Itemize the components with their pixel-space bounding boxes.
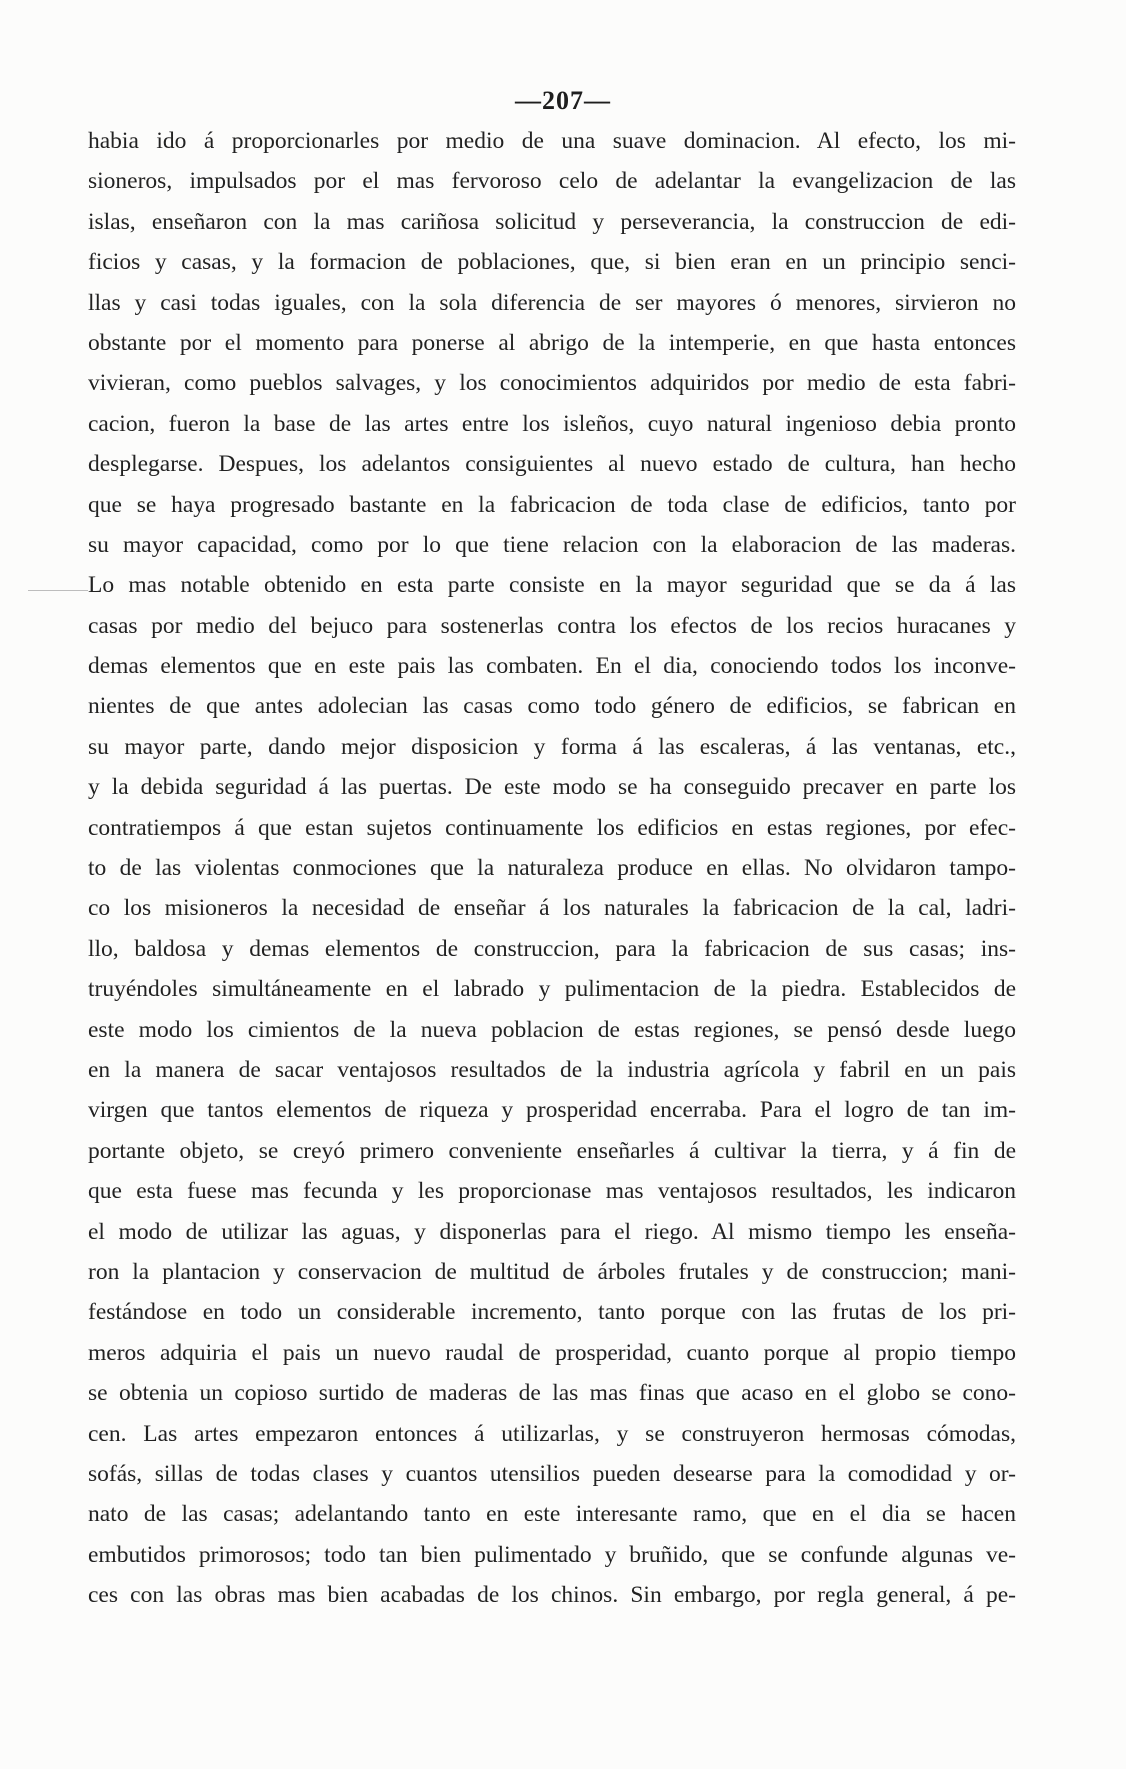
text-line: cen. Las artes empezaron entonces á utilizarlas, y se construyeron hermosas cómodas, bbox=[88, 1420, 1016, 1447]
text-line: meros adquiria el pais un nuevo raudal de prosperidad, cuanto porque al propio tiempo bbox=[88, 1339, 1016, 1366]
page-number: —207— bbox=[515, 86, 611, 115]
text-line: obstante por el momento para ponerse al abrigo de la intemperie, en que hasta entonces bbox=[88, 329, 1016, 356]
text-line: que se haya progresado bastante en la fabricacion de toda clase de edificios, tanto por bbox=[88, 491, 1016, 518]
scan-mark bbox=[28, 590, 88, 591]
body-text bbox=[88, 121, 1016, 1615]
text-line: cacion, fueron la base de las artes entre los isleños, cuyo natural ingenioso debia pronto bbox=[88, 410, 1016, 437]
text-line: nato de las casas; adelantando tanto en este interesante ramo, que en el dia se hacen bbox=[88, 1501, 1016, 1528]
text-line: su mayor parte, dando mejor disposicion y forma á las escaleras, á las ventanas, etc., bbox=[88, 733, 1016, 760]
text-line: este modo los cimientos de la nueva poblacion de estas regiones, se pensó desde luego bbox=[88, 1016, 1016, 1043]
text-line: que esta fuese mas fecunda y les proporcionase mas ventajosos resultados, les indicaron bbox=[88, 1178, 1016, 1205]
text-line: truyéndoles simultáneamente en el labrado y pulimentacion de la piedra. Establecidos de bbox=[88, 976, 1016, 1003]
text-line: demas elementos que en este pais las combaten. En el dia, conociendo todos los inconve- bbox=[88, 653, 1016, 680]
text-line: portante objeto, se creyó primero conveniente enseñarles á cultivar la tierra, y á fin de bbox=[88, 1137, 1016, 1164]
text-line: casas por medio del bejuco para sostenerlas contra los efectos de los recios huracanes y bbox=[88, 612, 1016, 639]
text-line: sioneros, impulsados por el mas fervoroso celo de adelantar la evangelizacion de las bbox=[88, 168, 1016, 195]
text-line: ficios y casas, y la formacion de poblaciones, que, si bien eran en un principio senci- bbox=[88, 249, 1016, 276]
text-line: ces con las obras mas bien acabadas de los chinos. Sin embargo, por regla general, á pe- bbox=[88, 1582, 1016, 1609]
text-line: el modo de utilizar las aguas, y disponerlas para el riego. Al mismo tiempo les enseña- bbox=[88, 1218, 1016, 1245]
text-line: en la manera de sacar ventajosos resultados de la industria agrícola y fabril en un pais bbox=[88, 1056, 1016, 1083]
text-line: virgen que tantos elementos de riqueza y prosperidad encerraba. Para el logro de tan im- bbox=[88, 1097, 1016, 1124]
text-line: y la debida seguridad á las puertas. De este modo se ha conseguido precaver en parte los bbox=[88, 774, 1016, 801]
text-line: desplegarse. Despues, los adelantos consiguientes al nuevo estado de cultura, han hecho bbox=[88, 451, 1016, 478]
text-line: sofás, sillas de todas clases y cuantos utensilios pueden desearse para la comodidad y or- bbox=[88, 1460, 1016, 1487]
text-line: llo, baldosa y demas elementos de construccion, para la fabricacion de sus casas; ins- bbox=[88, 935, 1016, 962]
text-line: festándose en todo un considerable incremento, tanto porque con las frutas de los pri- bbox=[88, 1299, 1016, 1326]
text-line: nientes de que antes adolecian las casas como todo género de edificios, se fabrican en bbox=[88, 693, 1016, 720]
text-line: contratiempos á que estan sujetos continuamente los edificios en estas regiones, por efec- bbox=[88, 814, 1016, 841]
text-line: ron la plantacion y conservacion de multitud de árboles frutales y de construccion; mani- bbox=[88, 1258, 1016, 1285]
text-line: Lo mas notable obtenido en esta parte consiste en la mayor seguridad que se da á las bbox=[88, 572, 1016, 599]
text-line: embutidos primorosos; todo tan bien pulimentado y bruñido, que se confunde algunas ve- bbox=[88, 1541, 1016, 1568]
text-line: vivieran, como pueblos salvages, y los conocimientos adquiridos por medio de esta fabri- bbox=[88, 370, 1016, 397]
text-line: habia ido á proporcionarles por medio de una suave dominacion. Al efecto, los mi- bbox=[88, 128, 1016, 154]
text-line: se obtenia un copioso surtido de maderas de las mas finas que acaso en el globo se cono- bbox=[88, 1380, 1016, 1407]
text-line: su mayor capacidad, como por lo que tiene relacion con la elaboracion de las maderas. bbox=[88, 531, 1016, 558]
text-line: llas y casi todas iguales, con la sola diferencia de ser mayores ó menores, sirvieron no bbox=[88, 289, 1016, 316]
text-line: to de las violentas conmociones que la naturaleza produce en ellas. No olvidaron tampo- bbox=[88, 855, 1016, 882]
text-line: co los misioneros la necesidad de enseñar á los naturales la fabricacion de la cal, ladri- bbox=[88, 895, 1016, 922]
text-line: islas, enseñaron con la mas cariñosa solicitud y perseverancia, la construccion de edi- bbox=[88, 208, 1016, 235]
